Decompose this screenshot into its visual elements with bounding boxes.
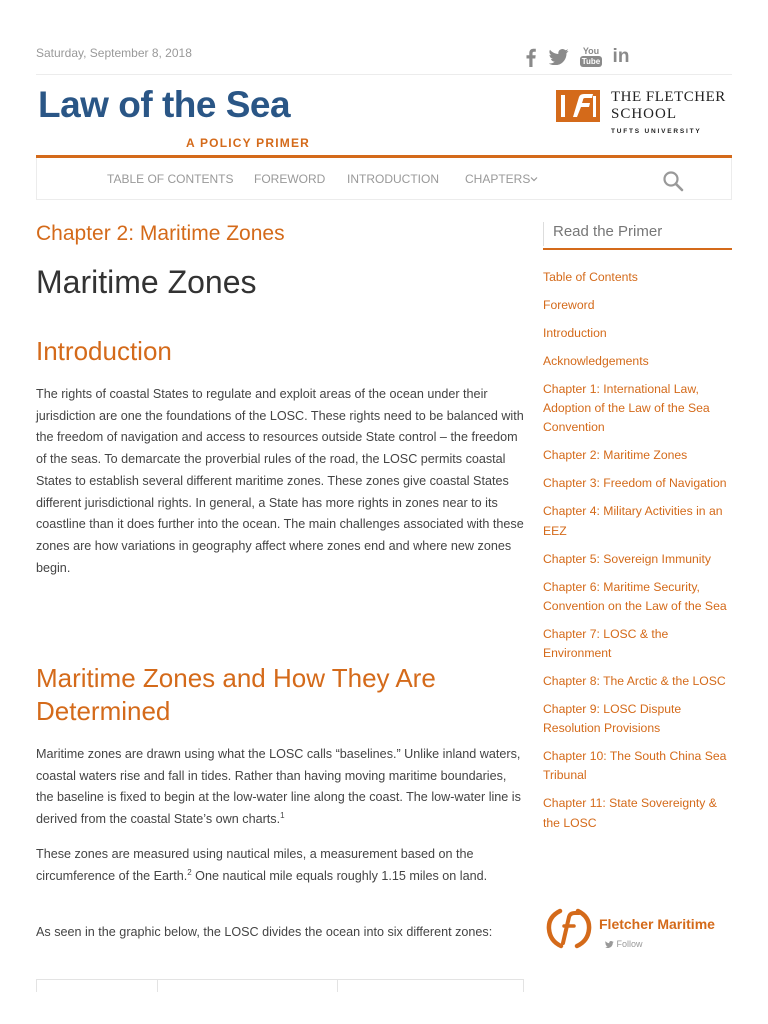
nav-table-of-contents[interactable]: TABLE OF CONTENTS xyxy=(107,172,234,186)
fletcher-logo-icon xyxy=(556,90,600,122)
twitter-icon xyxy=(605,941,614,948)
intro-paragraph: The rights of coastal States to regulate and exploit areas of the ocean under their jurisdiction are one the foundations of the LOSC. These rights need to be balanced with the freedom of navigation and access to resources outside State control – the freedom of the seas. To demarcate the proverbial rules of the road, the LOSC permits coastal States to establish several different maritime zones. These zones give coastal States different jurisdictional rights. In general, a State has more rights in zones near to its coastline than it does further into the ocean. The main challenges associated with these zones are how variations in geography affect where zones end and where new zones begin. xyxy=(36,387,524,575)
sidebar-link-chapter-9[interactable]: Chapter 9: LOSC Dispute Resolution Provisions xyxy=(543,702,682,736)
six-zones-paragraph: As seen in the graphic below, the LOSC divides the ocean into six different zones: xyxy=(36,925,493,939)
sidebar-link-chapter-1[interactable]: Chapter 1: International Law, Adoption of the Law of the Sea Convention xyxy=(543,382,710,435)
sidebar-widget-header xyxy=(543,218,732,250)
fletcher-maritime-logo-icon[interactable] xyxy=(546,907,592,949)
nautical-text-a: These zones are measured using nautical miles, a measurement based on the circumference of the Earth. xyxy=(36,847,474,883)
sidebar-link-introduction[interactable]: Introduction xyxy=(543,326,607,340)
follow-label: Follow xyxy=(616,939,643,949)
site-subtitle: A POLICY PRIMER xyxy=(186,136,311,150)
youtube-icon-bottom: Tube xyxy=(581,57,601,66)
footnote-1[interactable]: 1 xyxy=(280,810,285,820)
sidebar-link-chapter-11[interactable]: Chapter 11: State Sovereignty & the LOSC xyxy=(543,796,717,830)
footnote-2[interactable]: 2 xyxy=(187,867,192,877)
sidebar-link-chapter-6[interactable]: Chapter 6: Maritime Security, Convention on the Law of the Sea xyxy=(543,579,727,613)
zones-heading: Maritime Zones and How They Are Determined xyxy=(36,663,436,726)
twitter-follow-button[interactable] xyxy=(605,939,643,949)
page-title: Maritime Zones xyxy=(36,264,257,300)
site-title[interactable]: Law of the Sea xyxy=(38,84,291,125)
sidebar-link-chapter-7[interactable]: Chapter 7: LOSC & the Environment xyxy=(543,626,669,661)
sidebar-link-table-of-contents[interactable]: Table of Contents xyxy=(543,270,638,284)
introduction-heading: Introduction xyxy=(36,336,172,366)
nav-foreword[interactable]: FOREWORD xyxy=(254,172,326,186)
fletcher-maritime-name[interactable]: Fletcher Maritime xyxy=(599,916,715,932)
twitter-icon[interactable] xyxy=(548,44,570,70)
nautical-miles-paragraph xyxy=(36,844,526,887)
sidebar-link-chapter-4[interactable]: Chapter 4: Military Activities in an EEZ xyxy=(543,504,723,538)
sidebar-link-chapter-8[interactable]: Chapter 8: The Arctic & the LOSC xyxy=(543,674,726,689)
fletcher-name-line1: THE FLETCHER xyxy=(611,89,726,105)
sidebar-title: Read the Primer xyxy=(553,223,663,240)
nav-introduction[interactable]: INTRODUCTION xyxy=(347,172,439,186)
youtube-icon[interactable] xyxy=(579,44,603,70)
facebook-icon[interactable] xyxy=(522,44,540,70)
linkedin-icon[interactable]: in xyxy=(612,46,630,67)
date-label: Saturday, September 8, 2018 xyxy=(36,46,192,60)
youtube-icon-top: You xyxy=(582,46,600,56)
nav-chapters[interactable]: CHAPTERS xyxy=(465,172,531,186)
chapter-label: Chapter 2: Maritime Zones xyxy=(36,222,285,245)
search-icon[interactable] xyxy=(662,170,684,192)
sidebar-link-foreword[interactable]: Foreword xyxy=(543,298,595,312)
nautical-text-b: One nautical mile equals roughly 1.15 miles on land. xyxy=(191,868,488,883)
chevron-down-icon[interactable] xyxy=(530,176,538,182)
fletcher-name-line2: SCHOOL xyxy=(611,106,678,122)
top-divider xyxy=(36,74,732,75)
sidebar-link-chapter-10[interactable]: Chapter 10: The South China Sea Tribunal xyxy=(543,749,727,783)
fletcher-university: TUFTS UNIVERSITY xyxy=(611,128,702,135)
baselines-text: Maritime zones are drawn using what the LOSC calls “baselines.” Unlike inland waters, coastal waters rise and fall in tides. Rather than having moving maritime boundaries, the baseline is fixed to begin at the low-water line along the coast. The low-water line is derived from the coastal State’s own charts. xyxy=(36,747,521,827)
sidebar-link-chapter-5[interactable]: Chapter 5: Sovereign Immunity xyxy=(543,551,711,566)
zones-table xyxy=(36,979,524,992)
sidebar-links xyxy=(543,268,733,842)
sidebar-link-acknowledgements[interactable]: Acknowledgements xyxy=(543,354,649,368)
baselines-paragraph xyxy=(36,744,526,831)
sidebar-link-chapter-3[interactable]: Chapter 3: Freedom of Navigation xyxy=(543,476,727,491)
sidebar-link-chapter-2[interactable]: Chapter 2: Maritime Zones xyxy=(543,448,688,463)
